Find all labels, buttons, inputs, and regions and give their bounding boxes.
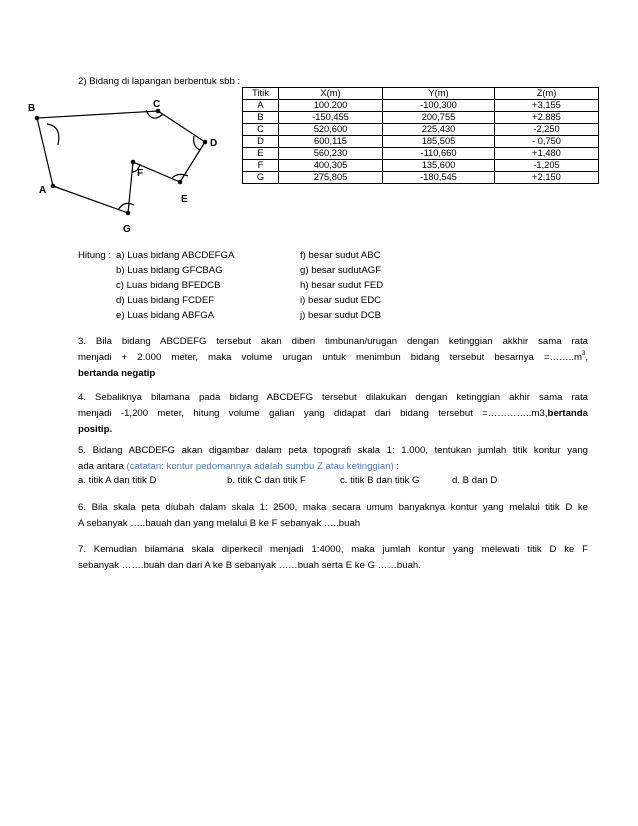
- label-d: D: [210, 138, 218, 149]
- table-cell: 225,430: [383, 124, 495, 136]
- problem-heading: 2) Bidang di lapangan berbentuk sbb :: [78, 76, 241, 87]
- q5-line2-prefix: ada antara: [78, 461, 124, 472]
- q5-line2-suffix: :: [393, 461, 400, 472]
- q4-line2: menjadi -1,200 meter, hitung volume galian yang didapat dari bidang tersebut =…………..m3,: [78, 408, 548, 419]
- q7-line2: sebanyak …….buah dan dari A ke B sebanyak ……buah serta E ke G ……buah.: [78, 560, 421, 571]
- table-cell: 520,600: [279, 124, 383, 136]
- hitung-e: e) Luas bidang ABFGA: [116, 310, 215, 321]
- label-g: G: [123, 224, 131, 235]
- table-cell: B: [243, 112, 279, 124]
- label-b: B: [28, 103, 36, 114]
- hitung-a: a) Luas bidang ABCDEFGA: [116, 250, 235, 261]
- q5-option-b: b. titik C dan titik F: [227, 475, 306, 486]
- table-cell: -180,545: [383, 172, 495, 184]
- table-cell: 600,115: [279, 136, 383, 148]
- label-c: C: [153, 99, 161, 110]
- question-5: [78, 443, 588, 475]
- col-titik: Titik: [243, 88, 279, 100]
- table-cell: 100.200: [279, 100, 383, 112]
- question-3: [78, 334, 588, 382]
- table-cell: +2,150: [495, 172, 599, 184]
- table-cell: -100,300: [383, 100, 495, 112]
- table-cell: +2.885: [495, 112, 599, 124]
- q4-line1: 4. Sebaliknya bilamana pada bidang ABCDEFG tersebut dilakukan dengan ketinggian akhir sama rata: [78, 392, 588, 403]
- table-cell: 400,305: [279, 160, 383, 172]
- q3-line2: menjadi + 2.000 meter, maka volume urugan untuk menimbun bidang tersebut besarnya =……..m: [78, 352, 582, 363]
- table-row: [243, 100, 599, 112]
- table-cell: 200,755: [383, 112, 495, 124]
- table-cell: 135,600: [383, 160, 495, 172]
- hitung-d: d) Luas bidang FCDEF: [116, 295, 215, 306]
- table-row: [243, 172, 599, 184]
- table-cell: G: [243, 172, 279, 184]
- point-b: [35, 116, 40, 121]
- table-cell: F: [243, 160, 279, 172]
- table-row: [243, 148, 599, 160]
- hitung-i: i) besar sudut EDC: [300, 295, 382, 306]
- table-cell: 275,805: [279, 172, 383, 184]
- q5-option-a: a. titik A dan titik D: [78, 475, 157, 486]
- q4-line2-bold: bertanda: [547, 408, 588, 419]
- q3-bold: bertanda negatip: [78, 368, 156, 379]
- polygon-figure: [0, 0, 240, 240]
- polygon-outline: [37, 111, 205, 213]
- col-y: Y(m): [383, 88, 495, 100]
- label-a: A: [39, 185, 47, 196]
- table-cell: 560,230: [279, 148, 383, 160]
- table-cell: -150,455: [279, 112, 383, 124]
- label-f: F: [137, 168, 144, 179]
- table-cell: E: [243, 148, 279, 160]
- coordinate-table: [242, 87, 599, 184]
- table-cell: -110,660: [383, 148, 495, 160]
- table-row: [243, 124, 599, 136]
- q5-option-c: c. titik B dan titik G: [340, 475, 420, 486]
- question-4: [78, 390, 588, 438]
- q3-sup: 3: [581, 351, 586, 357]
- hitung-c: c) Luas bidang BFEDCB: [116, 280, 221, 291]
- table-cell: +1,480: [495, 148, 599, 160]
- table-row: [243, 136, 599, 148]
- table-row: [243, 112, 599, 124]
- angle-arc-e: [172, 174, 188, 178]
- q7-line1: 7. Kemudian bilamana skala diperkecil menjadi 1:4000, maka jumlah kontur yang melewati titik D ke F: [78, 544, 588, 555]
- hitung-f: f) besar sudut ABC: [300, 250, 381, 261]
- table-cell: 185,505: [383, 136, 495, 148]
- col-z: Z(m): [495, 88, 599, 100]
- angle-arc-g: [118, 203, 134, 210]
- table-cell: D: [243, 136, 279, 148]
- question-7: [78, 542, 588, 574]
- table-header-row: [243, 88, 599, 100]
- hitung-b: b) Luas bidang GFCBAG: [116, 265, 223, 276]
- col-x: X(m): [279, 88, 383, 100]
- q3-line2-wrap: [78, 350, 588, 366]
- hitung-prefix: Hitung :: [78, 250, 112, 261]
- q4-line2-wrap: [78, 406, 588, 422]
- table-cell: C: [243, 124, 279, 136]
- q5-option-d: d. B dan D: [452, 475, 498, 486]
- table-cell: A: [243, 100, 279, 112]
- q5-line1: 5. Bidang ABCDEFG akan digambar dalam peta topografi skala 1: 1.000, tentukan jumlah titik kontur yang: [78, 445, 588, 456]
- point-e: [178, 180, 183, 185]
- point-d: [203, 140, 208, 145]
- hitung-g: g) besar sudutAGF: [300, 265, 382, 276]
- question-6: [78, 500, 588, 532]
- hitung-h: h) besar sudut FED: [300, 280, 384, 291]
- hitung-j: j) besar sudut DCB: [300, 310, 382, 321]
- point-f: [131, 160, 136, 165]
- table-cell: +3,155: [495, 100, 599, 112]
- table-row: [243, 160, 599, 172]
- point-a: [51, 184, 56, 189]
- q3-line2-end: ,: [585, 352, 588, 363]
- q6-line1: 6. Bila skala peta diubah dalam skala 1: 2500, maka secara umum banyaknya kontur yang melalui titik D ke: [78, 502, 588, 513]
- q5-note: (catatan: kontur pedomannya adalah sumbu Z atau ketinggian): [126, 461, 394, 472]
- label-e: E: [181, 194, 188, 205]
- q3-line1: 3. Bila bidang ABCDEFG tersebut akan diberi timbunan/urugan dengan ketinggian akkhir sama rata: [78, 336, 588, 347]
- q6-line2: A sebanyak …..bauah dan yang melalui B ke F sebanyak …..buah: [78, 518, 361, 529]
- table-cell: -1,205: [495, 160, 599, 172]
- q4-bold: positip.: [78, 424, 113, 435]
- table-cell: -2,250: [495, 124, 599, 136]
- angle-arc-b: [47, 124, 59, 145]
- polygon-edges: [37, 110, 205, 213]
- table-cell: - 0,750: [495, 136, 599, 148]
- point-g: [126, 211, 131, 216]
